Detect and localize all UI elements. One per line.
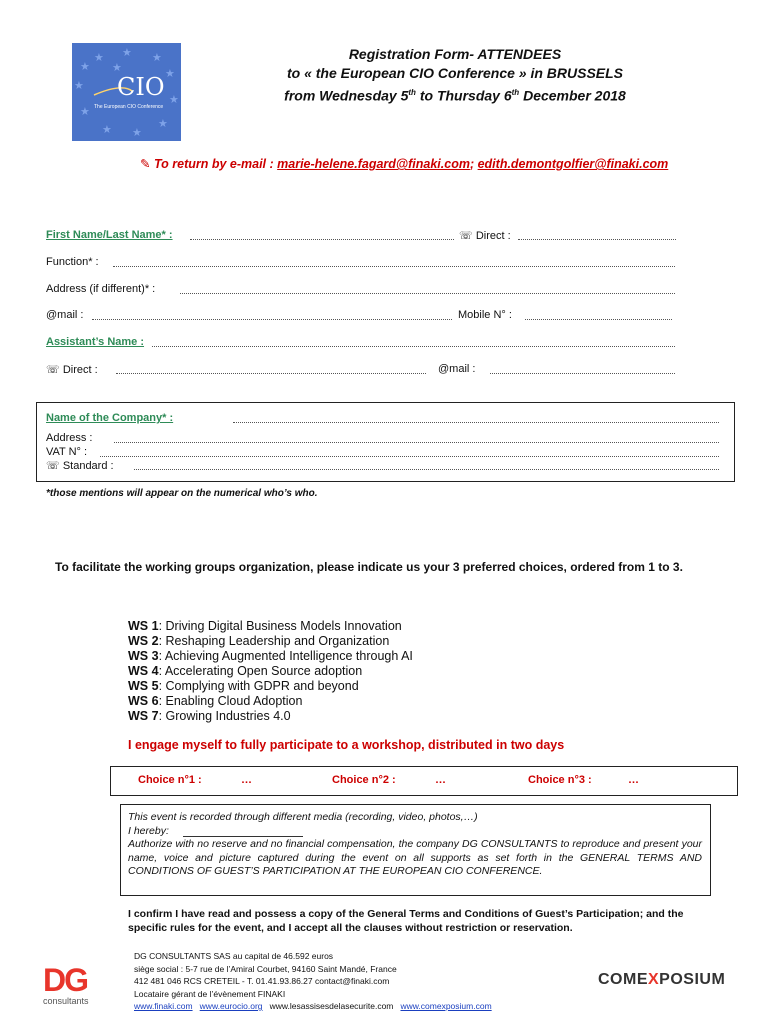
standard-field[interactable]: [134, 469, 719, 470]
assistant-name-field[interactable]: [152, 346, 675, 347]
assistant-direct-field[interactable]: [116, 373, 426, 374]
direct-field[interactable]: [518, 239, 676, 240]
address-label: Address (if different)* :: [46, 283, 156, 295]
workshop-item: WS 6: Enabling Cloud Adoption: [128, 694, 303, 708]
footer-links: [134, 1000, 492, 1013]
workshop-item: WS 5: Complying with GDPR and beyond: [128, 679, 359, 693]
function-field[interactable]: [113, 266, 675, 267]
email-link-1[interactable]: marie-helene.fagard@finaki.com: [277, 157, 470, 171]
footer-line-2: siège social : 5-7 rue de l’Amiral Courbet, 94160 Saint Mandé, France: [134, 963, 397, 974]
page-title: [230, 45, 680, 106]
comex-x-mark: X: [648, 971, 660, 988]
workshop-list: [128, 619, 413, 724]
consent-recording-line: This event is recorded through different media (recording, video, photos,…): [128, 811, 478, 823]
return-instruction: ✎ To return by e-mail : marie-helene.fagard@finaki.com; edith.demontgolfier@finaki.com: [140, 157, 669, 171]
company-address-label: Address :: [46, 432, 93, 444]
svg-text:★: ★: [74, 80, 84, 92]
consent-body: Authorize with no reserve and no financial compensation, the company DG CONSULTANTS to reproduce and present your name, voice and picture captured during the event on all supports as set forth in the GENERAL TERMS AND CONDITIONS OF GUEST’S PARTICIPATION AT THE EUROPEAN CIO CONFERENCE.: [128, 838, 702, 878]
workshop-item: WS 1: Driving Digital Business Models Innovation: [128, 619, 402, 633]
choice-3-label: Choice n°3 :: [528, 774, 592, 786]
company-name-field[interactable]: [233, 422, 719, 423]
choices-box: [110, 766, 738, 796]
svg-text:★: ★: [132, 127, 142, 139]
assistant-direct-label: ☏ Direct :: [46, 364, 98, 376]
svg-text:★: ★: [122, 47, 132, 59]
phone-icon: ☏: [459, 230, 476, 242]
svg-text:★: ★: [169, 94, 179, 106]
workshop-item: WS 2: Reshaping Leadership and Organization: [128, 634, 390, 648]
eurocio-logo: [72, 43, 181, 141]
dg-logo-subtitle: consultants: [43, 996, 89, 1006]
engage-statement: I engage myself to fully participate to a workshop, distributed in two days: [128, 738, 565, 752]
comexposium-logo: COMEXPOSIUM: [598, 971, 726, 988]
direct-label: ☏ Direct :: [459, 230, 511, 242]
svg-text:★: ★: [94, 52, 104, 64]
whos-who-note: *those mentions will appear on the numerical who’s who.: [46, 488, 318, 499]
confirm-statement: I confirm I have read and possess a copy of the General Terms and Conditions of Guest’s Participation; and the specific rules for the event, and I accept all the clauses without restriction or reservation.: [128, 908, 684, 934]
vat-label: VAT N° :: [46, 446, 88, 458]
title-line2: to « the European CIO Conference » in BRUSSELS: [286, 65, 624, 81]
consent-signature-field[interactable]: [183, 836, 303, 837]
svg-text:★: ★: [165, 68, 175, 80]
mail-label: @mail :: [46, 309, 84, 321]
email-link-2[interactable]: edith.demontgolfier@finaki.com: [477, 157, 669, 171]
svg-text:★: ★: [152, 52, 162, 64]
address-field[interactable]: [180, 293, 675, 294]
footer-company-info: [134, 950, 492, 1013]
eurocio-link[interactable]: www.eurocio.org: [199, 1001, 263, 1011]
svg-text:★: ★: [112, 62, 122, 74]
company-address-field[interactable]: [114, 442, 719, 443]
finaki-link[interactable]: www.finaki.com: [134, 1001, 193, 1011]
svg-text:★: ★: [80, 106, 90, 118]
working-groups-intro: To facilitate the working groups organization, please indicate us your 3 preferred choices, ordered from 1 to 3.: [55, 560, 683, 574]
choice-2-label: Choice n°2 :: [332, 774, 396, 786]
title-line3: from Wednesday 5th to Thursday 6th December 2018: [284, 87, 626, 104]
choice-3-value[interactable]: …: [628, 774, 639, 786]
phone-icon: ☏: [46, 364, 63, 376]
logo-cio-text: CIO: [117, 73, 165, 101]
footer-line-1: DG CONSULTANTS SAS au capital de 46.592 euros: [134, 951, 334, 961]
choice-2-value[interactable]: …: [435, 774, 446, 786]
consent-hereby-label: I hereby:: [128, 825, 169, 837]
footer-line-4: Locataire gérant de l’évènement FINAKI: [134, 988, 286, 999]
title-line1: Registration Form- ATTENDEES: [348, 46, 562, 62]
vat-field[interactable]: [100, 456, 719, 457]
phone-icon: ☏: [46, 460, 63, 472]
mobile-field[interactable]: [525, 319, 672, 320]
workshop-item: WS 4: Accelerating Open Source adoption: [128, 664, 363, 678]
footer-line-3: 412 481 046 RCS CRETEIL - T. 01.41.93.86.27 contact@finaki.com: [134, 976, 390, 986]
dg-consultants-logo: [43, 964, 103, 1006]
assistant-mail-field[interactable]: [490, 373, 675, 374]
logo-subtitle: The European CIO Conference: [94, 104, 164, 110]
svg-text:★: ★: [102, 124, 112, 136]
svg-text:★: ★: [158, 118, 168, 130]
choice-1-label: Choice n°1 :: [138, 774, 202, 786]
mobile-label: Mobile N° :: [458, 309, 512, 321]
choice-1-value[interactable]: …: [241, 774, 252, 786]
pointer-hand-icon: ✎: [140, 157, 151, 171]
assistant-mail-label: @mail :: [438, 363, 476, 375]
dg-logo-text: DG: [43, 962, 87, 998]
workshop-item: WS 3: Achieving Augmented Intelligence through AI: [128, 649, 413, 663]
mail-field[interactable]: [92, 319, 452, 320]
assistant-name-label: Assistant’s Name :: [46, 336, 145, 348]
standard-label: ☏ Standard :: [46, 460, 114, 472]
first-last-name-label: First Name/Last Name* :: [46, 229, 173, 241]
first-last-name-field[interactable]: [190, 239, 454, 240]
assises-link[interactable]: www.lesassisesdelasecurite.com: [269, 1001, 394, 1011]
svg-text:★: ★: [80, 61, 90, 73]
company-name-label: Name of the Company* :: [46, 412, 174, 424]
workshop-item: WS 7: Growing Industries 4.0: [128, 709, 291, 723]
comexposium-link[interactable]: www.comexposium.com: [400, 1001, 492, 1011]
function-label: Function* :: [46, 256, 99, 268]
